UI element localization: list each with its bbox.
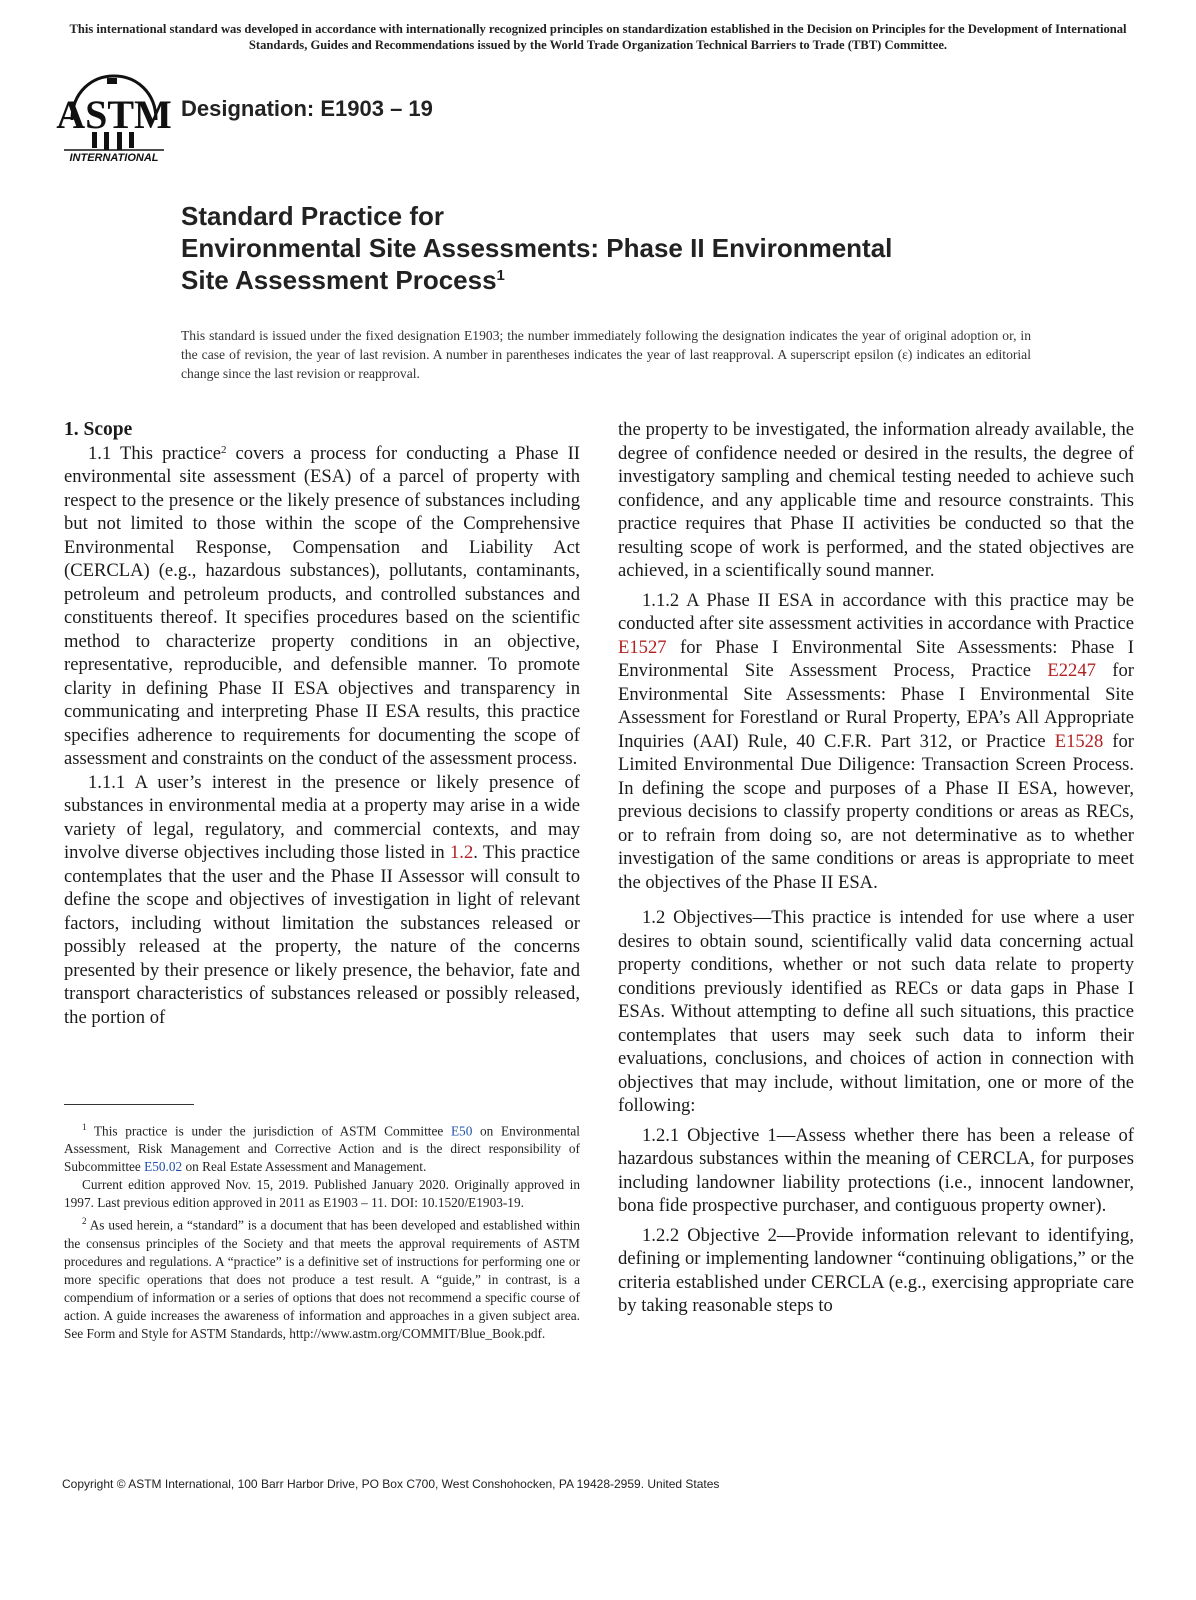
p1-1-1-text-b: . This practice contemplates that the user and the Phase II Assessor will consult to define the scope and objectives of investigation in light of relevant factors, including without limitation the substances released or possibly released at the property, the nature of the concerns presented by their presence or likely presence, the behavior, fate and transport characteristics of substances released or possibly released, the portion of — [64, 842, 580, 1028]
paragraph-1-1 — [64, 442, 580, 771]
ref-e2247-link[interactable]: E2247 — [1047, 660, 1096, 681]
paragraph-1-1-1 — [64, 771, 580, 1030]
issue-note: This standard is issued under the fixed designation E1903; the number immediately following the designation indicates the year of original adoption or, in the case of revision, the year of last revision. A number in parentheses indicates the year of last reapproval. A superscript epsilon (ε) indicates an editorial change since the last revision or reapproval. — [181, 328, 1031, 381]
fn1-text-c: on Real Estate Assessment and Management. — [182, 1159, 427, 1175]
section-heading-scope: 1. Scope — [64, 419, 133, 440]
fn1-text-a: This practice is under the jurisdiction of ASTM Committee — [86, 1123, 451, 1139]
p1-1-2-text-d: for Limited Environmental Due Diligence: Transaction Screen Process. In defining the scope and purposes of a Phase II ESA, however, previous decisions to classify property conditions or areas as RECs, or to refrain from doing so, are not determinative as to whether investigation of the same conditions or areas is appropriate to meet the objectives of the Phase II ESA. — [618, 730, 1134, 893]
designation: Designation: E1903 – 19 — [181, 96, 433, 121]
footnote-divider — [64, 1104, 194, 1105]
footnote-2 — [64, 1212, 580, 1342]
p1-1-1-text-a: 1.1.1 A user’s interest in the presence or likely presence of substances in environmental media at a property may arise in a wide variety of legal, regulatory, and commercial contexts, and may involve diverse objectives including those listed in — [64, 771, 580, 863]
footnotes — [64, 1118, 580, 1343]
title-footnote-mark: 1 — [496, 267, 505, 284]
footnote-1-mark: 1 — [82, 1122, 87, 1132]
copyright-footer: Copyright © ASTM International, 100 Barr Harbor Drive, PO Box C700, West Conshohocken, PA 19428-2959. United States — [62, 1477, 720, 1491]
wto-notice: This international standard was developed in accordance with internationally recognized principles on standardization established in the Decision on Principles for the Development of International Standards, Guides and Recommendations issued by the World Trade Organization Technical Barriers to Trade (TBT) Committee. — [69, 22, 1127, 52]
title-line-3 — [181, 264, 1081, 296]
footnote-1 — [64, 1118, 580, 1176]
paragraph-1-2-1: 1.2.1 Objective 1—Assess whether there has been a release of hazardous substances within the meaning of CERCLA, for purposes including landowner liability protections (i.e., innocent landowner, bona fide prospective purchaser, and contiguous property owner). — [618, 1124, 1134, 1216]
astm-logo — [56, 70, 172, 166]
footnote-edition: Current edition approved Nov. 15, 2019. Published January 2020. Originally approved in 1997. Last previous edition approved in 2011 as E1903 – 11. DOI: 10.1520/E1903-19. — [64, 1177, 580, 1211]
title-line-1: Standard Practice for — [181, 201, 444, 231]
committee-e50-link[interactable]: E50 — [450, 1123, 473, 1139]
footnote-mark-2: 2 — [220, 443, 227, 456]
ref-e1528-link[interactable]: E1528 — [1054, 730, 1104, 752]
subcommittee-e50-02-link[interactable]: E50.02 — [144, 1159, 183, 1175]
p1-1-2-text-b: for Phase I Environmental Site Assessments: Phase I Environmental Site Assessment Process, Practice — [618, 636, 1134, 681]
paragraph-1-1-1-continued: the property to be investigated, the information already available, the degree of confidence needed or desired in the results, the degree of investigatory sampling and chemical testing needed to achieve such confidence, and any applicable time and resource constraints. This practice requires that Phase II activities be conducted so that the resulting scope of work is performed, and the stated objectives are achieved, in a scientifically sound manner. — [618, 419, 1134, 581]
logo-label: INTERNATIONAL — [69, 152, 159, 164]
paragraph-1-2-2: 1.2.2 Objective 2—Provide information relevant to identifying, defining or implementing landowner “continuing obligations,” or the criteria established under CERCLA (e.g., exercising appropriate care by taking reasonable steps to — [618, 1224, 1134, 1316]
document-title — [181, 200, 1081, 296]
right-column — [618, 418, 1134, 1318]
p1-1-2-text-a: 1.1.2 A Phase II ESA in accordance with this practice may be conducted after site assessment activities in accordance with Practice — [618, 589, 1134, 634]
logo-letters: ASTM — [56, 92, 172, 137]
title-line-2: Environmental Site Assessments: Phase II Environmental — [181, 233, 893, 263]
ref-1-2-link[interactable]: 1.2 — [450, 842, 474, 863]
fn1-text-b: on Environmental Assessment, Risk Management and Corrective Action and is the direct responsibility of Subcommittee — [64, 1123, 581, 1175]
ref-e1527-link[interactable]: E1527 — [618, 636, 667, 658]
p1-1-text: covers a process for conducting a Phase II environmental site assessment (ESA) of a parcel of property with respect to the presence or the likely presence of substances including but not limited to those within the scope of the Comprehensive Environmental Response, Compensation and Liability Act (CERCLA) (e.g., hazardous substances), pollutants, contaminants, petroleum and petroleum products, and controlled substances and constituents thereof. It specifies procedures based on the scientific method to characterize property conditions in an objective, representative, reproducible, and defensible manner. To promote clarity in defining Phase II ESA objectives and transparency in communicating and interpreting Phase II ESA results, this practice specifies adherence to requirements for documenting the scope of assessment and constraints on the conduct of the assessment process. — [64, 442, 581, 769]
astm-logo-mark — [56, 70, 172, 166]
p1-1-lead: 1.1 This practice — [88, 442, 221, 464]
left-column — [64, 418, 580, 1029]
paragraph-1-1-2 — [618, 589, 1134, 895]
fn2-text: As used herein, a “standard” is a document that has been developed and established within the consensus principles of the Society and that meets the approval requirements of ASTM procedures and regulations. A “practice” is a definitive set of instructions for performing one or more specific operations that does not produce a test result. A “guide,” in contrast, is a compendium of information or a series of options that does not recommend a specific course of action. A guide increases the awareness of information and approaches in a given subject area. See Form and Style for ASTM Standards, http://www.astm.org/COMMIT/Blue_Book.pdf. — [64, 1217, 580, 1341]
paragraph-1-2: 1.2 Objectives—This practice is intended for use where a user desires to obtain sound, scientifically valid data concerning actual property conditions, whether or not such data relate to property conditions previously identified as RECs or data gaps in Phase I ESAs. Without attempting to define all such situations, this practice contemplates that users may seek such data to inform their evaluations, conclusions, and choices of action in connection with objectives that may include, without limitation, one or more of the following: — [618, 907, 1134, 1116]
title-line-3-text: Site Assessment Process — [181, 265, 497, 295]
p1-1-2-text-c: for Environmental Site Assessments: Phase I Environmental Site Assessment for Forestland or Rural Property, EPA’s All Appropriate Inquiries (AAI) Rule, 40 C.F.R. Part 312, or Practice — [618, 660, 1134, 752]
footnote-2-mark: 2 — [82, 1216, 87, 1227]
